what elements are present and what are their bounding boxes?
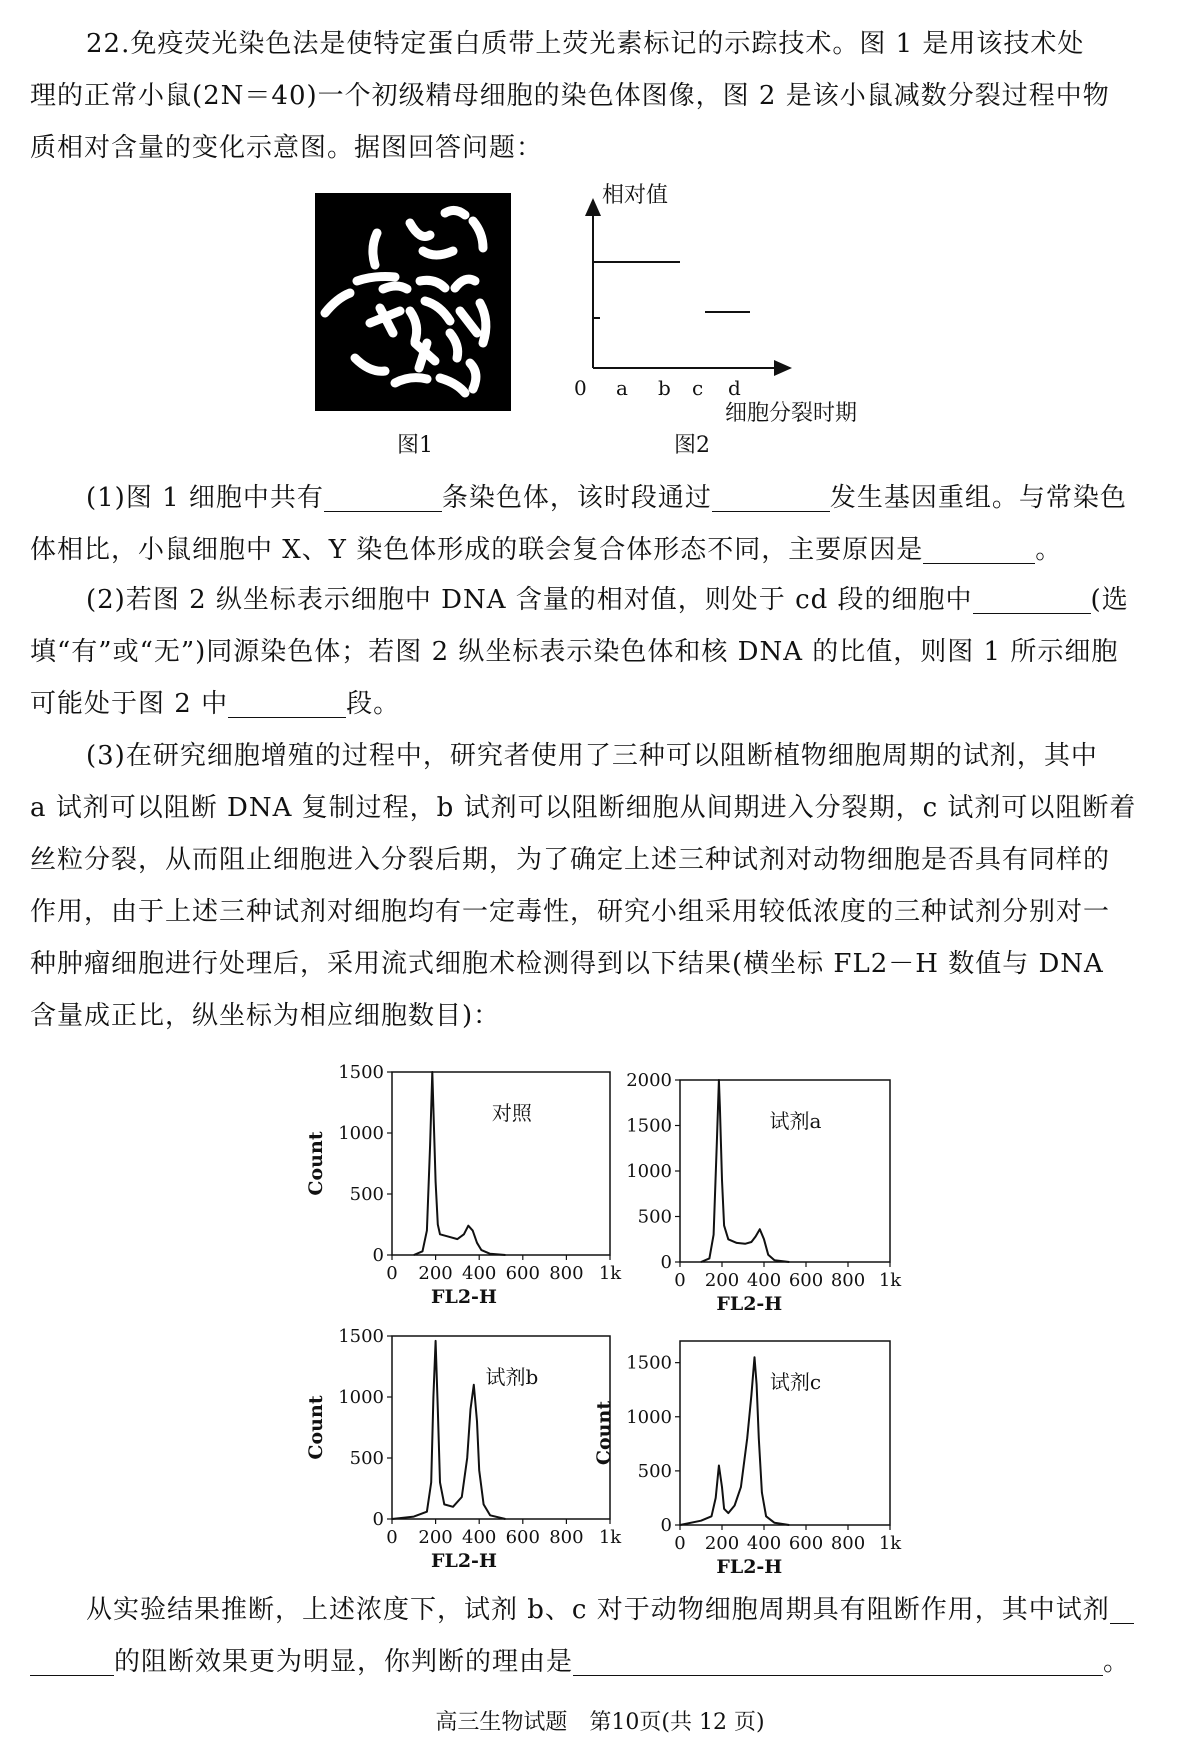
data-point <box>452 1506 453 1507</box>
data-point <box>433 1396 434 1397</box>
x-tick-label: 600 <box>788 1270 824 1291</box>
x-axis-label: FL2-H <box>716 1293 783 1315</box>
data-point <box>435 1181 436 1182</box>
y-tick-label: 1500 <box>626 1352 672 1374</box>
y-tick-label: 1500 <box>338 1062 384 1083</box>
data-point <box>763 1239 764 1240</box>
histogram-curve <box>701 1080 789 1262</box>
data-point <box>756 1384 757 1385</box>
part3-line-3: 丝粒分裂，从而阻止细胞进入分裂后期，为了确定上述三种试剂对动物细胞是否具有同样的 <box>30 845 1111 875</box>
data-point <box>439 1482 440 1483</box>
data-point <box>430 1145 431 1146</box>
part1-text-a: (1)图 1 细胞中共有 <box>86 483 324 513</box>
y-tick-label: 500 <box>349 1448 384 1469</box>
data-point <box>422 1251 423 1252</box>
answer-blank-6[interactable] <box>1110 1593 1134 1624</box>
chart-title: 试剂a <box>769 1109 822 1133</box>
part3-line-4: 作用，由于上述三种试剂对细胞均有一定毒性，研究小组采用较低浓度的三种试剂分别对一 <box>30 897 1111 927</box>
y-axis-label: Count <box>305 1131 327 1196</box>
y-tick-label: 1000 <box>338 1123 384 1144</box>
y-tick-label: 500 <box>349 1184 384 1205</box>
part2-text-e: 段。 <box>346 689 401 719</box>
conclusion-text-3: 。 <box>1103 1647 1131 1677</box>
intro-line-1: 22.免疫荧光染色法是使特定蛋白质带上荧光素标记的示踪技术。图 1 是用该技术处 <box>86 29 1085 59</box>
x-tick-label: 0 <box>674 1533 686 1554</box>
x-tick-label: 400 <box>746 1533 782 1554</box>
part1-text-d: 体相比，小鼠细胞中 X、Y 染色体形成的联会复合体形态不同，主要原因是 <box>30 535 924 565</box>
data-point <box>774 1260 775 1261</box>
data-point <box>719 1107 720 1108</box>
data-point <box>728 1512 729 1513</box>
part3-line-6: 含量成正比，纵坐标为相应细胞数目)： <box>30 1001 501 1031</box>
y-tick-label: 1500 <box>626 1115 672 1137</box>
data-point <box>745 1243 746 1244</box>
data-point <box>426 1230 427 1231</box>
data-point <box>751 1241 752 1242</box>
data-point <box>431 1482 432 1483</box>
data-point <box>718 1465 719 1466</box>
conclusion-text-1: 从实验结果推断，上述浓度下，试剂 b、c 对于动物细胞周期具有阻断作用，其中试剂 <box>86 1595 1110 1625</box>
data-point <box>437 1224 438 1225</box>
x-tick-label: 0 <box>386 1263 398 1284</box>
x-tick-label: 400 <box>746 1270 782 1291</box>
x-tick-label: 200 <box>704 1270 740 1291</box>
data-point <box>426 1511 427 1512</box>
plot-frame <box>680 1341 890 1525</box>
data-point <box>715 1497 716 1498</box>
data-point <box>679 1524 680 1525</box>
y-axis-label: Count <box>593 1400 615 1466</box>
figure-1-caption: 图1 <box>397 433 433 458</box>
data-point <box>758 1438 759 1439</box>
data-point <box>761 1492 762 1493</box>
data-point <box>755 1236 756 1237</box>
data-point <box>700 1261 701 1262</box>
part1-text-c: 发生基因重组。与常染色 <box>829 483 1127 513</box>
intro-line-2: 理的正常小鼠(2N＝40)一个初级精母细胞的染色体图像，图 2 是该小鼠减数分裂过程中物 <box>30 81 1110 111</box>
data-point <box>470 1409 471 1410</box>
x-tick-label: 600 <box>505 1527 540 1548</box>
data-point <box>476 1421 477 1422</box>
y-tick-label: 1500 <box>338 1326 384 1347</box>
data-point <box>481 1250 482 1251</box>
plot-frame <box>680 1080 890 1262</box>
chart-title: 对照 <box>491 1101 532 1125</box>
data-point <box>448 1236 449 1237</box>
data-point <box>490 1515 491 1516</box>
y-tick-label: 1000 <box>626 1406 672 1428</box>
data-point <box>391 1518 392 1519</box>
data-point <box>505 1518 506 1519</box>
data-point <box>709 1258 710 1259</box>
x-tick-c: c <box>692 376 704 400</box>
data-point <box>789 1261 790 1262</box>
data-point <box>759 1229 760 1230</box>
x-tick-label: 800 <box>830 1270 866 1291</box>
x-tick-0: 0 <box>574 376 587 400</box>
data-point <box>468 1225 469 1226</box>
y-tick-label: 0 <box>372 1509 384 1530</box>
part2-text-b: (选 <box>1090 585 1129 615</box>
x-tick-label: 800 <box>549 1263 584 1284</box>
data-point <box>444 1504 445 1505</box>
y-tick-label: 0 <box>372 1245 384 1266</box>
data-point <box>751 1395 752 1396</box>
intro-line-3: 质相对含量的变化示意图。据图回答问题： <box>30 133 544 163</box>
x-tick-label: 1k <box>878 1270 902 1291</box>
data-point <box>721 1487 722 1488</box>
data-point <box>432 1071 433 1072</box>
data-point <box>457 1239 458 1240</box>
y-tick-label: 0 <box>660 1515 672 1536</box>
data-point <box>505 1254 506 1255</box>
part2-text-d: 可能处于图 2 中 <box>30 689 229 719</box>
data-point <box>413 1516 414 1517</box>
data-point <box>711 1516 712 1517</box>
y-tick-label: 500 <box>637 1206 672 1228</box>
data-point <box>724 1225 725 1226</box>
x-axis-label: 细胞分裂时期 <box>725 401 858 426</box>
x-tick-label: 200 <box>418 1527 453 1548</box>
conclusion <box>30 1584 1170 1688</box>
data-point <box>463 1234 464 1235</box>
x-tick-label: 200 <box>418 1263 453 1284</box>
answer-blank-6-cont[interactable] <box>30 1645 114 1676</box>
data-point <box>718 1079 719 1080</box>
x-tick-label: 200 <box>704 1533 740 1554</box>
x-tick-d: d <box>728 376 741 400</box>
data-point <box>728 1239 729 1240</box>
data-point <box>768 1254 769 1255</box>
data-point <box>736 1242 737 1243</box>
x-tick-label: 400 <box>462 1527 497 1548</box>
x-tick-label: 1k <box>598 1263 622 1284</box>
data-point <box>734 1505 735 1506</box>
x-tick-label: 800 <box>830 1533 866 1554</box>
part3-line-5: 种肿瘤细胞进行处理后，采用流式细胞术检测得到以下结果(横坐标 FL2－H 数值与 DNA <box>30 949 1104 979</box>
y-tick-label: 2000 <box>626 1070 672 1091</box>
part2-text-a: (2)若图 2 纵坐标表示细胞中 DNA 含量的相对值，则处于 cd 段的细胞中 <box>86 585 973 615</box>
data-point <box>490 1253 491 1254</box>
chart-title: 试剂b <box>485 1365 539 1389</box>
data-point <box>476 1242 477 1243</box>
answer-blank-7[interactable] <box>573 1645 1103 1676</box>
x-tick-label: 600 <box>788 1533 824 1554</box>
x-tick-label: 0 <box>674 1270 686 1291</box>
x-axis-label: FL2-H <box>430 1550 497 1572</box>
data-point <box>473 1384 474 1385</box>
x-tick-label: 600 <box>505 1263 540 1284</box>
data-point <box>467 1457 468 1458</box>
data-point <box>437 1409 438 1410</box>
data-point <box>721 1180 722 1181</box>
y-tick-label: 0 <box>660 1252 672 1273</box>
data-point <box>472 1230 473 1231</box>
y-axis-label: Count <box>305 1395 327 1460</box>
part1-text-e: 。 <box>1035 535 1063 565</box>
data-point <box>766 1516 767 1517</box>
chart-title: 试剂c <box>769 1370 822 1394</box>
x-tick-label: 0 <box>386 1527 398 1548</box>
page-footer: 高三生物试题 第10页(共 12 页) <box>435 1710 765 1735</box>
data-point <box>433 1108 434 1109</box>
data-point <box>789 1524 790 1525</box>
plot-frame <box>392 1336 610 1519</box>
part3-line-2: a 试剂可以阻断 DNA 复制过程，b 试剂可以阻断细胞从间期进入分裂期，c 试剂可以阻断着 <box>30 793 1137 823</box>
data-point <box>713 1234 714 1235</box>
data-point <box>740 1487 741 1488</box>
data-point <box>747 1438 748 1439</box>
part1-text-b: 条染色体，该时段通过 <box>441 483 712 513</box>
conclusion-text-2: 的阻断效果更为明显，你判断的理由是 <box>114 1647 574 1677</box>
x-tick-b: b <box>658 376 671 400</box>
data-point <box>439 1234 440 1235</box>
y-tick-label: 500 <box>637 1460 672 1482</box>
plot-frame <box>392 1072 610 1255</box>
data-point <box>774 1522 775 1523</box>
data-point <box>724 1508 725 1509</box>
data-point <box>483 1504 484 1505</box>
y-tick-label: 1000 <box>626 1161 672 1182</box>
x-axis-label: FL2-H <box>430 1286 497 1308</box>
data-point <box>700 1520 701 1521</box>
x-tick-label: 1k <box>878 1533 902 1554</box>
x-axis-label: FL2-H <box>716 1556 783 1578</box>
data-point <box>479 1470 480 1471</box>
x-tick-label: 400 <box>462 1263 497 1284</box>
data-point <box>413 1254 414 1255</box>
x-tick-a: a <box>616 376 628 400</box>
x-tick-label: 1k <box>598 1527 622 1548</box>
data-point <box>461 1496 462 1497</box>
part3-line-1: (3)在研究细胞增殖的过程中，研究者使用了三种可以阻断植物细胞周期的试剂，其中 <box>86 741 1098 771</box>
histogram-curve <box>414 1072 506 1255</box>
y-tick-label: 1000 <box>338 1387 384 1408</box>
figure-2-caption: 图2 <box>674 433 710 458</box>
part2-text-c: 填“有”或“无”)同源染色体；若图 2 纵坐标表示染色体和核 DNA 的比值，则图 1 所示细胞 <box>30 637 1119 667</box>
data-point <box>435 1340 436 1341</box>
x-tick-label: 800 <box>549 1527 584 1548</box>
y-axis-label: 相对值 <box>602 183 669 208</box>
data-point <box>754 1357 755 1358</box>
data-point <box>716 1143 717 1144</box>
